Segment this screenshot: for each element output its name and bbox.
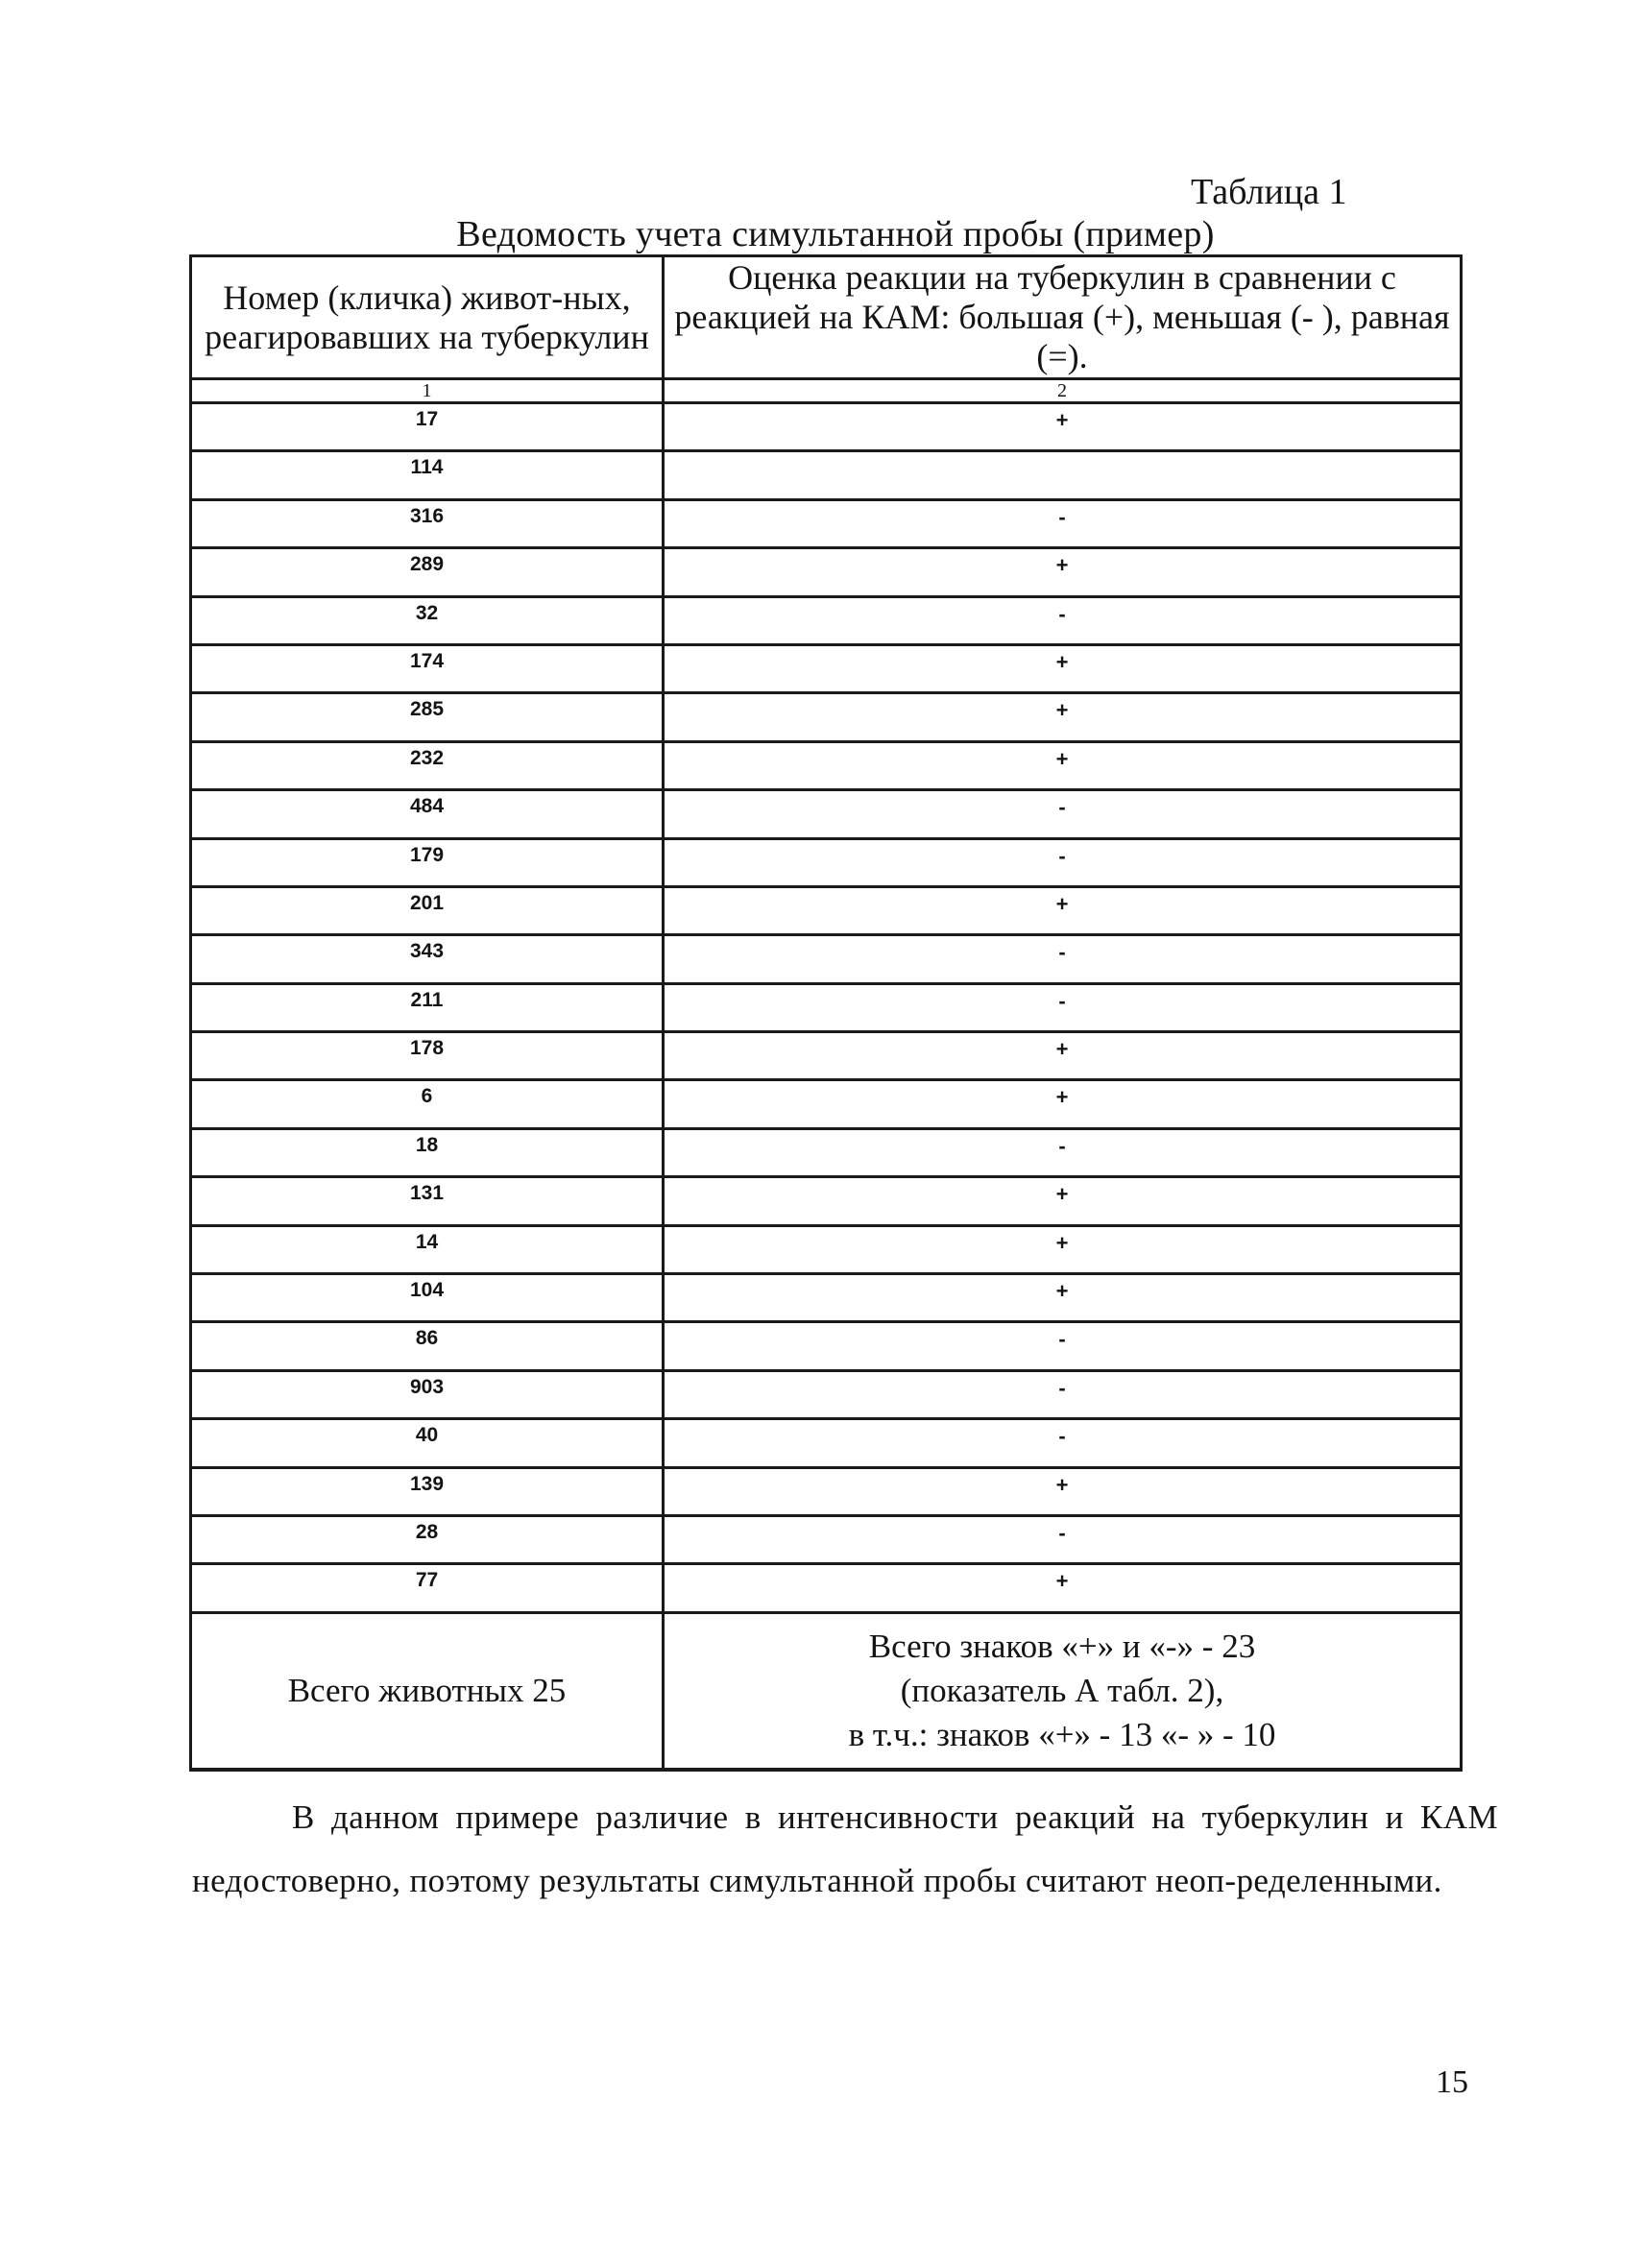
reaction-mark: - <box>1058 843 1066 868</box>
table-row <box>192 1275 1460 1323</box>
table-row <box>192 1420 1460 1468</box>
reaction-mark: + <box>1055 1037 1069 1062</box>
reaction-mark <box>665 452 1460 497</box>
table-row <box>192 1323 1460 1371</box>
reaction-mark: + <box>1055 408 1069 432</box>
reaction-mark: + <box>1055 649 1069 674</box>
table-row <box>192 1130 1460 1178</box>
table-row <box>192 646 1460 694</box>
total-signs-line-1: Всего знаков «+» и «-» - 23 <box>868 1627 1256 1665</box>
animal-number: 28 <box>192 1517 665 1562</box>
reaction-mark: - <box>1058 1133 1066 1158</box>
table-row <box>192 985 1460 1033</box>
table-row <box>192 1372 1460 1420</box>
animal-number: 77 <box>192 1565 665 1610</box>
data-table <box>189 254 1463 1772</box>
table-row <box>192 1565 1460 1613</box>
reaction-mark: - <box>1058 504 1066 529</box>
table-row <box>192 1517 1460 1565</box>
total-signs-line-2: (показатель А табл. 2), <box>900 1671 1224 1709</box>
animal-number: 289 <box>192 549 665 594</box>
conclusion-paragraph <box>192 1786 1498 1913</box>
reaction-mark: - <box>1058 1375 1066 1400</box>
animal-number: 903 <box>192 1372 665 1417</box>
totals-row <box>192 1614 1460 1768</box>
total-signs <box>665 1614 1460 1768</box>
animal-number: 17 <box>192 404 665 449</box>
column-header-reaction-assessment: Оценка реакции на туберкулин в сравнении с реакцией на КАМ: большая (+), меньшая (- ), равная (=). <box>674 258 1450 375</box>
animal-number: 201 <box>192 888 665 933</box>
table-row <box>192 888 1460 936</box>
reaction-mark: + <box>1055 1472 1069 1497</box>
animal-number: 232 <box>192 743 665 788</box>
reaction-mark: - <box>1058 940 1066 965</box>
reaction-mark: - <box>1058 601 1066 626</box>
animal-number: 174 <box>192 646 665 691</box>
animal-number: 86 <box>192 1323 665 1368</box>
animal-number: 6 <box>192 1081 665 1126</box>
reaction-mark: - <box>1058 795 1066 820</box>
column-number-row <box>192 380 1460 404</box>
table-row <box>192 1227 1460 1275</box>
column-number-1: 1 <box>192 380 665 401</box>
animal-number: 40 <box>192 1420 665 1465</box>
animal-number: 131 <box>192 1178 665 1223</box>
animal-number: 179 <box>192 840 665 885</box>
table-row <box>192 404 1460 452</box>
table-row <box>192 501 1460 549</box>
table-row <box>192 694 1460 742</box>
table-row <box>192 1033 1460 1081</box>
table-row <box>192 1469 1460 1517</box>
reaction-mark: + <box>1055 1569 1069 1594</box>
reaction-mark: - <box>1058 1327 1066 1352</box>
animal-number: 285 <box>192 694 665 739</box>
column-header-animal-number: Номер (кличка) живот-ных, реагировавших на туберкулин <box>192 257 665 377</box>
animal-number: 14 <box>192 1227 665 1272</box>
animal-number: 104 <box>192 1275 665 1320</box>
reaction-mark: - <box>1058 988 1066 1013</box>
table-row <box>192 1178 1460 1226</box>
table-row <box>192 598 1460 646</box>
reaction-mark: - <box>1058 1424 1066 1449</box>
table-header-row <box>192 257 1460 380</box>
table-label: Таблица 1 <box>1191 172 1347 212</box>
animal-number: 343 <box>192 936 665 981</box>
animal-number: 139 <box>192 1469 665 1514</box>
table-row <box>192 936 1460 984</box>
animal-number: 316 <box>192 501 665 546</box>
reaction-mark: + <box>1055 553 1069 578</box>
table-title: Ведомость учета симультанной пробы (пример) <box>456 214 1215 254</box>
reaction-mark: + <box>1055 1182 1069 1207</box>
reaction-mark: + <box>1055 1279 1069 1304</box>
reaction-mark: + <box>1055 1230 1069 1255</box>
animal-number: 18 <box>192 1130 665 1175</box>
reaction-mark: + <box>1055 1085 1069 1110</box>
page-number: 15 <box>1436 2064 1468 2100</box>
animal-number: 114 <box>192 452 665 497</box>
table-row <box>192 840 1460 888</box>
conclusion-text: В данном примере различие в интенсивности реакций на туберкулин и КАМ недостоверно, поэтому результаты симультанной пробы считают неоп-ределенными. <box>192 1798 1498 1899</box>
table-row <box>192 743 1460 791</box>
animal-number: 211 <box>192 985 665 1030</box>
animal-number: 178 <box>192 1033 665 1078</box>
reaction-mark: + <box>1055 746 1069 771</box>
table-row <box>192 791 1460 839</box>
table-row <box>192 1081 1460 1129</box>
reaction-mark: + <box>1055 698 1069 723</box>
animal-number: 32 <box>192 598 665 643</box>
table-body <box>192 404 1460 1614</box>
reaction-mark: - <box>1058 1520 1066 1545</box>
animal-number: 484 <box>192 791 665 836</box>
total-signs-line-3: в т.ч.: знаков «+» - 13 «- » - 10 <box>848 1715 1276 1753</box>
reaction-mark: + <box>1055 891 1069 916</box>
table-row <box>192 452 1460 500</box>
total-animals: Всего животных 25 <box>192 1614 665 1768</box>
column-number-2: 2 <box>1057 380 1067 401</box>
table-row <box>192 549 1460 597</box>
